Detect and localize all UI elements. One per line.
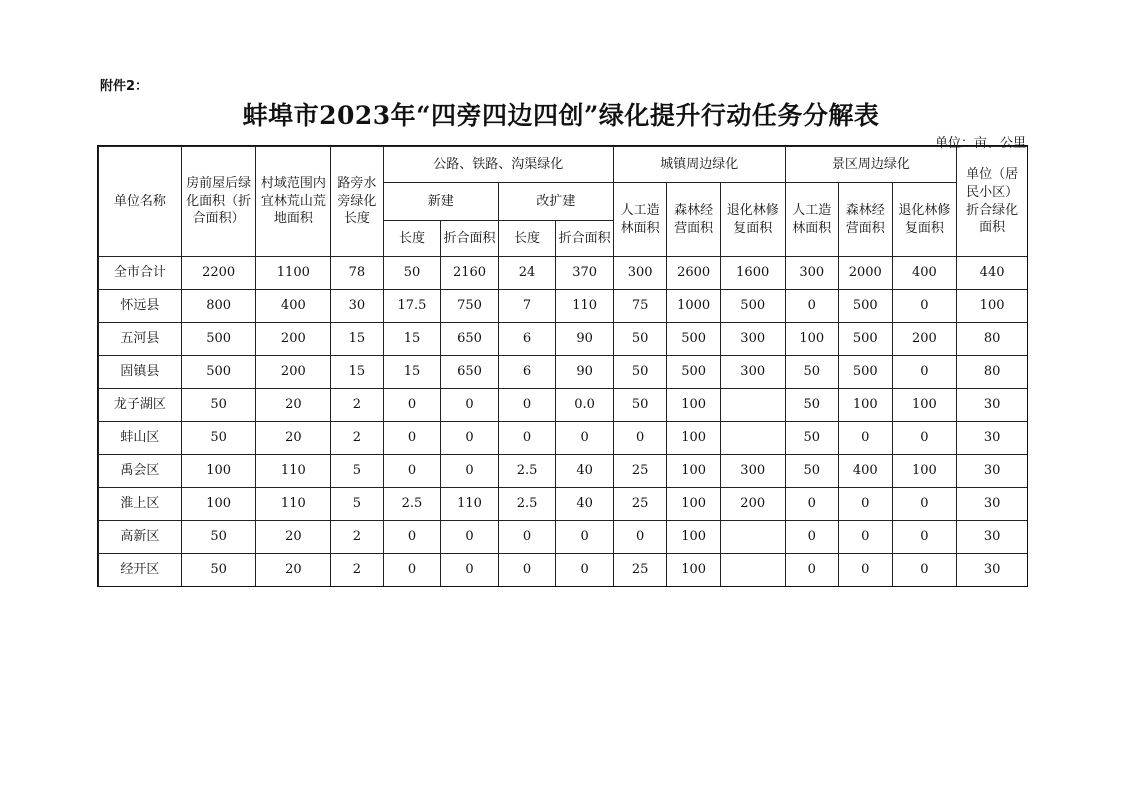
cell-value: 50: [181, 521, 256, 554]
cell-value: 20: [256, 554, 331, 587]
cell-value: 500: [839, 290, 893, 323]
cell-unit-name: 全市合计: [99, 257, 182, 290]
cell-value: 50: [181, 422, 256, 455]
header-road-group: 公路、铁路、沟渠绿化: [383, 147, 613, 183]
cell-value: 100: [667, 389, 721, 422]
cell-value: 0: [892, 554, 957, 587]
cell-value: 0: [441, 455, 499, 488]
cell-value: 0: [892, 356, 957, 389]
header-new-build: 新建: [383, 183, 498, 221]
cell-unit-name: 经开区: [99, 554, 182, 587]
cell-value: 2.5: [498, 455, 556, 488]
cell-value: 1000: [667, 290, 721, 323]
cell-value: 90: [556, 356, 614, 389]
cell-value: 30: [957, 455, 1028, 488]
cell-value: 2160: [441, 257, 499, 290]
cell-value: 90: [556, 323, 614, 356]
cell-value: 500: [839, 356, 893, 389]
cell-value: 20: [256, 521, 331, 554]
cell-value: 200: [892, 323, 957, 356]
cell-value: 100: [181, 488, 256, 521]
cell-value: 30: [331, 290, 384, 323]
header-expand-build: 改扩建: [498, 183, 613, 221]
table-row: [99, 323, 1028, 356]
cell-value: 0: [556, 521, 614, 554]
cell-value: 0: [383, 422, 441, 455]
header-village-area: 村域范围内宜林荒山荒地面积: [256, 147, 331, 257]
header-road-water-length: 路旁水旁绿化长度: [331, 147, 384, 257]
cell-value: 40: [556, 455, 614, 488]
cell-value: 50: [181, 554, 256, 587]
table-row: [99, 290, 1028, 323]
header-scenic-forest-mgmt: 森林经营面积: [839, 183, 893, 257]
header-unit-name: 单位名称: [99, 147, 182, 257]
cell-value: 2200: [181, 257, 256, 290]
cell-value: 2: [331, 521, 384, 554]
cell-value: 650: [441, 356, 499, 389]
cell-value: 0.0: [556, 389, 614, 422]
cell-value: 50: [785, 455, 839, 488]
header-scenic-group: 景区周边绿化: [785, 147, 957, 183]
cell-value: 100: [667, 554, 721, 587]
cell-value: 0: [498, 389, 556, 422]
cell-value: 0: [785, 521, 839, 554]
cell-value: 15: [331, 356, 384, 389]
cell-unit-name: 禹会区: [99, 455, 182, 488]
cell-value: 5: [331, 455, 384, 488]
cell-value: 0: [556, 554, 614, 587]
cell-value: 80: [957, 323, 1028, 356]
cell-value: 0: [892, 290, 957, 323]
cell-value: 2: [331, 389, 384, 422]
header-resident-area: 单位（居民小区）折合绿化面积: [957, 147, 1028, 257]
cell-value: 100: [667, 455, 721, 488]
cell-value: 30: [957, 422, 1028, 455]
cell-value: 0: [785, 488, 839, 521]
cell-value: 500: [667, 323, 721, 356]
cell-value: 0: [383, 554, 441, 587]
cell-value: 100: [892, 455, 957, 488]
cell-value: 0: [892, 488, 957, 521]
cell-value: 200: [256, 323, 331, 356]
cell-value: 370: [556, 257, 614, 290]
cell-value: 0: [785, 554, 839, 587]
table-row: [99, 257, 1028, 290]
cell-value: 25: [613, 554, 667, 587]
cell-value: 0: [383, 389, 441, 422]
cell-value: 100: [667, 422, 721, 455]
cell-value: 500: [181, 356, 256, 389]
cell-value: 30: [957, 488, 1028, 521]
cell-value: 50: [613, 389, 667, 422]
cell-value: 2600: [667, 257, 721, 290]
table-row: [99, 521, 1028, 554]
cell-value: 50: [383, 257, 441, 290]
cell-value: 0: [383, 521, 441, 554]
cell-value: 200: [720, 488, 785, 521]
cell-value: 800: [181, 290, 256, 323]
cell-value: [720, 422, 785, 455]
document-title: 蚌埠市2023年“四旁四边四创”绿化提升行动任务分解表: [242, 101, 880, 130]
cell-value: 15: [331, 323, 384, 356]
cell-value: 300: [613, 257, 667, 290]
cell-value: 25: [613, 455, 667, 488]
cell-value: 50: [181, 389, 256, 422]
cell-value: [720, 389, 785, 422]
header-scenic-artificial: 人工造林面积: [785, 183, 839, 257]
cell-value: 0: [498, 422, 556, 455]
table-row: [99, 554, 1028, 587]
cell-value: 500: [720, 290, 785, 323]
cell-value: 0: [498, 554, 556, 587]
task-table: [98, 146, 1028, 587]
cell-value: 100: [667, 488, 721, 521]
cell-value: 300: [720, 323, 785, 356]
cell-unit-name: 固镇县: [99, 356, 182, 389]
cell-value: 0: [839, 554, 893, 587]
attachment-label: 附件2：: [100, 79, 149, 94]
cell-value: 15: [383, 323, 441, 356]
table-row: [99, 455, 1028, 488]
cell-value: 400: [839, 455, 893, 488]
cell-value: 75: [613, 290, 667, 323]
table-header: [99, 147, 1028, 257]
header-town-forest-mgmt: 森林经营面积: [667, 183, 721, 257]
cell-unit-name: 蚌山区: [99, 422, 182, 455]
cell-value: 80: [957, 356, 1028, 389]
cell-value: 0: [839, 422, 893, 455]
header-expand-length: 长度: [498, 221, 556, 257]
cell-value: 400: [256, 290, 331, 323]
cell-value: 100: [181, 455, 256, 488]
cell-value: 300: [720, 455, 785, 488]
table-row: [99, 422, 1028, 455]
cell-value: 750: [441, 290, 499, 323]
header-expand-equiv-area: 折合面积: [556, 221, 614, 257]
cell-value: 500: [839, 323, 893, 356]
cell-value: 300: [785, 257, 839, 290]
table-row: [99, 488, 1028, 521]
cell-value: 0: [892, 521, 957, 554]
cell-value: 2: [331, 554, 384, 587]
cell-unit-name: 怀远县: [99, 290, 182, 323]
cell-value: 500: [667, 356, 721, 389]
header-new-length: 长度: [383, 221, 441, 257]
cell-value: 20: [256, 422, 331, 455]
cell-value: 100: [892, 389, 957, 422]
cell-value: 17.5: [383, 290, 441, 323]
cell-value: 6: [498, 356, 556, 389]
cell-unit-name: 淮上区: [99, 488, 182, 521]
cell-value: 110: [256, 488, 331, 521]
table-row: [99, 356, 1028, 389]
cell-value: 110: [556, 290, 614, 323]
header-town-group: 城镇周边绿化: [613, 147, 785, 183]
cell-value: 0: [383, 455, 441, 488]
cell-value: 2.5: [383, 488, 441, 521]
cell-value: 0: [785, 290, 839, 323]
cell-value: 78: [331, 257, 384, 290]
cell-value: 110: [441, 488, 499, 521]
cell-value: 0: [441, 422, 499, 455]
cell-unit-name: 高新区: [99, 521, 182, 554]
cell-value: 20: [256, 389, 331, 422]
cell-value: 25: [613, 488, 667, 521]
cell-value: 40: [556, 488, 614, 521]
cell-value: 50: [785, 422, 839, 455]
cell-value: 200: [256, 356, 331, 389]
cell-value: 30: [957, 554, 1028, 587]
table-row: [99, 389, 1028, 422]
cell-value: 2: [331, 422, 384, 455]
cell-value: 2.5: [498, 488, 556, 521]
cell-value: 0: [498, 521, 556, 554]
cell-value: 1100: [256, 257, 331, 290]
cell-value: 500: [181, 323, 256, 356]
cell-value: [720, 554, 785, 587]
cell-value: 50: [613, 356, 667, 389]
cell-value: 30: [957, 389, 1028, 422]
cell-value: 100: [785, 323, 839, 356]
cell-value: 650: [441, 323, 499, 356]
cell-value: 100: [667, 521, 721, 554]
cell-value: 24: [498, 257, 556, 290]
cell-value: 0: [441, 521, 499, 554]
cell-value: 6: [498, 323, 556, 356]
cell-value: 0: [556, 422, 614, 455]
cell-value: 0: [441, 389, 499, 422]
cell-value: 0: [441, 554, 499, 587]
cell-value: 1600: [720, 257, 785, 290]
cell-value: 100: [839, 389, 893, 422]
header-scenic-degraded: 退化林修复面积: [892, 183, 957, 257]
header-house-area: 房前屋后绿化面积（折合面积）: [181, 147, 256, 257]
cell-value: 7: [498, 290, 556, 323]
cell-value: 0: [839, 521, 893, 554]
cell-value: 50: [785, 389, 839, 422]
cell-value: 0: [892, 422, 957, 455]
cell-value: 400: [892, 257, 957, 290]
header-town-artificial: 人工造林面积: [613, 183, 667, 257]
cell-unit-name: 龙子湖区: [99, 389, 182, 422]
cell-value: 440: [957, 257, 1028, 290]
cell-value: 5: [331, 488, 384, 521]
cell-value: [720, 521, 785, 554]
cell-value: 15: [383, 356, 441, 389]
table-body: [99, 257, 1028, 587]
cell-value: 2000: [839, 257, 893, 290]
unit-label: 单位：亩、公里: [934, 136, 1026, 151]
cell-unit-name: 五河县: [99, 323, 182, 356]
header-town-degraded: 退化林修复面积: [720, 183, 785, 257]
cell-value: 110: [256, 455, 331, 488]
cell-value: 100: [957, 290, 1028, 323]
cell-value: 300: [720, 356, 785, 389]
cell-value: 0: [613, 422, 667, 455]
cell-value: 50: [613, 323, 667, 356]
header-new-equiv-area: 折合面积: [441, 221, 499, 257]
cell-value: 30: [957, 521, 1028, 554]
cell-value: 50: [785, 356, 839, 389]
cell-value: 0: [613, 521, 667, 554]
cell-value: 0: [839, 488, 893, 521]
